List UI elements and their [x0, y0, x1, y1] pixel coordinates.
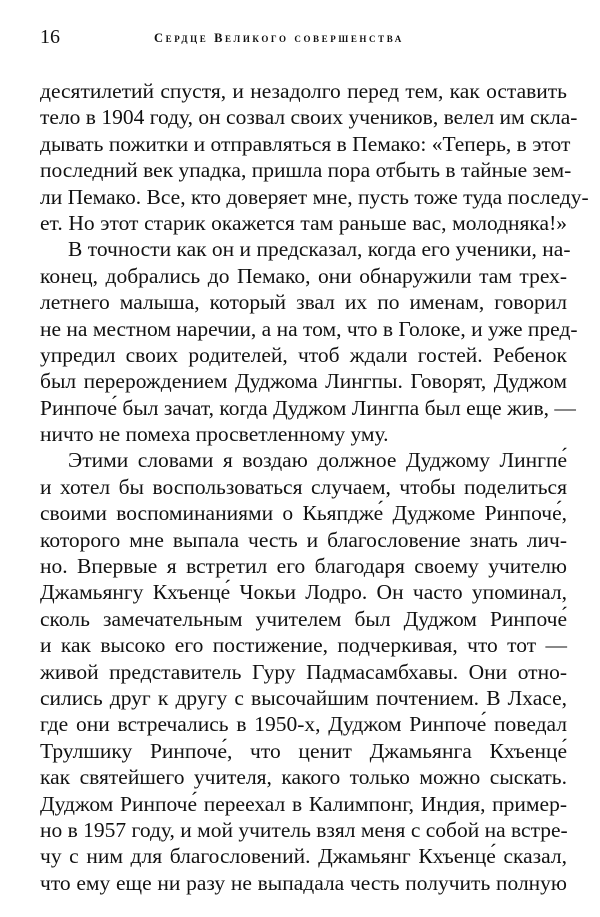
text-line: своими воспоминаниями о Кьяпдже́ Дуджоме Ринпоче́,	[40, 501, 567, 526]
text-line: ли Пемако. Все, кто доверяет мне, пусть тоже туда последу-	[40, 184, 589, 209]
text-line: упредил своих родителей, чтоб ждали гостей. Ребенок	[40, 342, 567, 367]
text-line: Трулшику Ринпоче́, что ценит Джамьянга Кхъенце́	[40, 738, 567, 763]
page-number: 16	[40, 26, 60, 48]
text-line: как святейшего учителя, какого только можно сыскать.	[40, 765, 567, 790]
running-title: Сердце Великого совершенства	[154, 31, 404, 45]
text-line: Ринпоче́ был зачат, когда Дуджом Лингпа был еще жив, —	[40, 395, 576, 420]
text-line: летнего малыша, который звал их по именам, говорил	[40, 290, 567, 315]
text-line: не на местном наречии, а на том, что в Голоке, и уже пред-	[40, 316, 578, 341]
text-line: но в 1957 году, и мой учитель взял меня с собой на встре-	[40, 817, 568, 842]
text-line: был перерождением Дуджома Лингпы. Говорят, Дуджом	[40, 369, 567, 394]
body-text	[40, 78, 589, 896]
text-line: сились друг к другу с высочайшим почтением. В Лхасе,	[40, 685, 567, 710]
text-line: ничто не помеха просветленному уму.	[40, 422, 389, 447]
text-line: которого мне выпала честь и благословение знать лич-	[40, 527, 567, 552]
text-line: Джамьянгу Кхъенце́ Чокьи Лодро. Он часто упоминал,	[40, 580, 567, 605]
text-line: где они встречались в 1950-х, Дуджом Ринпоче́ поведал	[40, 712, 567, 737]
text-line: Дуджом Ринпоче́ переехал в Калимпонг, Индия, пример-	[40, 791, 567, 816]
text-line: чу с ним для благословений. Джамьянг Кхъенце́ сказал,	[40, 844, 567, 869]
text-line: дывать пожитки и отправляться в Пемако: «Теперь, в этот	[40, 131, 571, 156]
text-line: что ему еще ни разу не выпадала честь получить полную	[40, 870, 567, 895]
text-line: десятилетий спустя, и незадолго перед тем, как оставить	[40, 79, 567, 103]
text-line: последний век упадка, пришла пора отбыть в тайные зем-	[40, 158, 572, 183]
page-header	[40, 26, 564, 50]
text-line: сколь замечательным учителем был Дуджом Ринпоче́	[40, 606, 567, 631]
text-line: и хотел бы воспользоваться случаем, чтобы поделиться	[40, 474, 567, 499]
text-line: и как высоко его постижение, подчеркивая, что тот —	[40, 633, 567, 658]
text-line: тело в 1904 году, он созвал своих учеников, велел им скла-	[40, 105, 578, 130]
text-line: Этими словами я воздаю должное Дуджому Лингпе́	[68, 448, 567, 473]
text-line: но. Впервые я встретил его благодаря своему учителю	[40, 554, 567, 579]
text-line: конец, добрались до Пемако, они обнаружили там трех-	[40, 263, 567, 288]
text-line: живой представитель Гуру Падмасамбхавы. Они отно-	[40, 659, 567, 684]
text-line: ет. Но этот старик окажется там раньше вас, молодняка!»	[40, 210, 567, 235]
text-line: В точности как он и предсказал, когда его ученики, на-	[68, 237, 571, 262]
